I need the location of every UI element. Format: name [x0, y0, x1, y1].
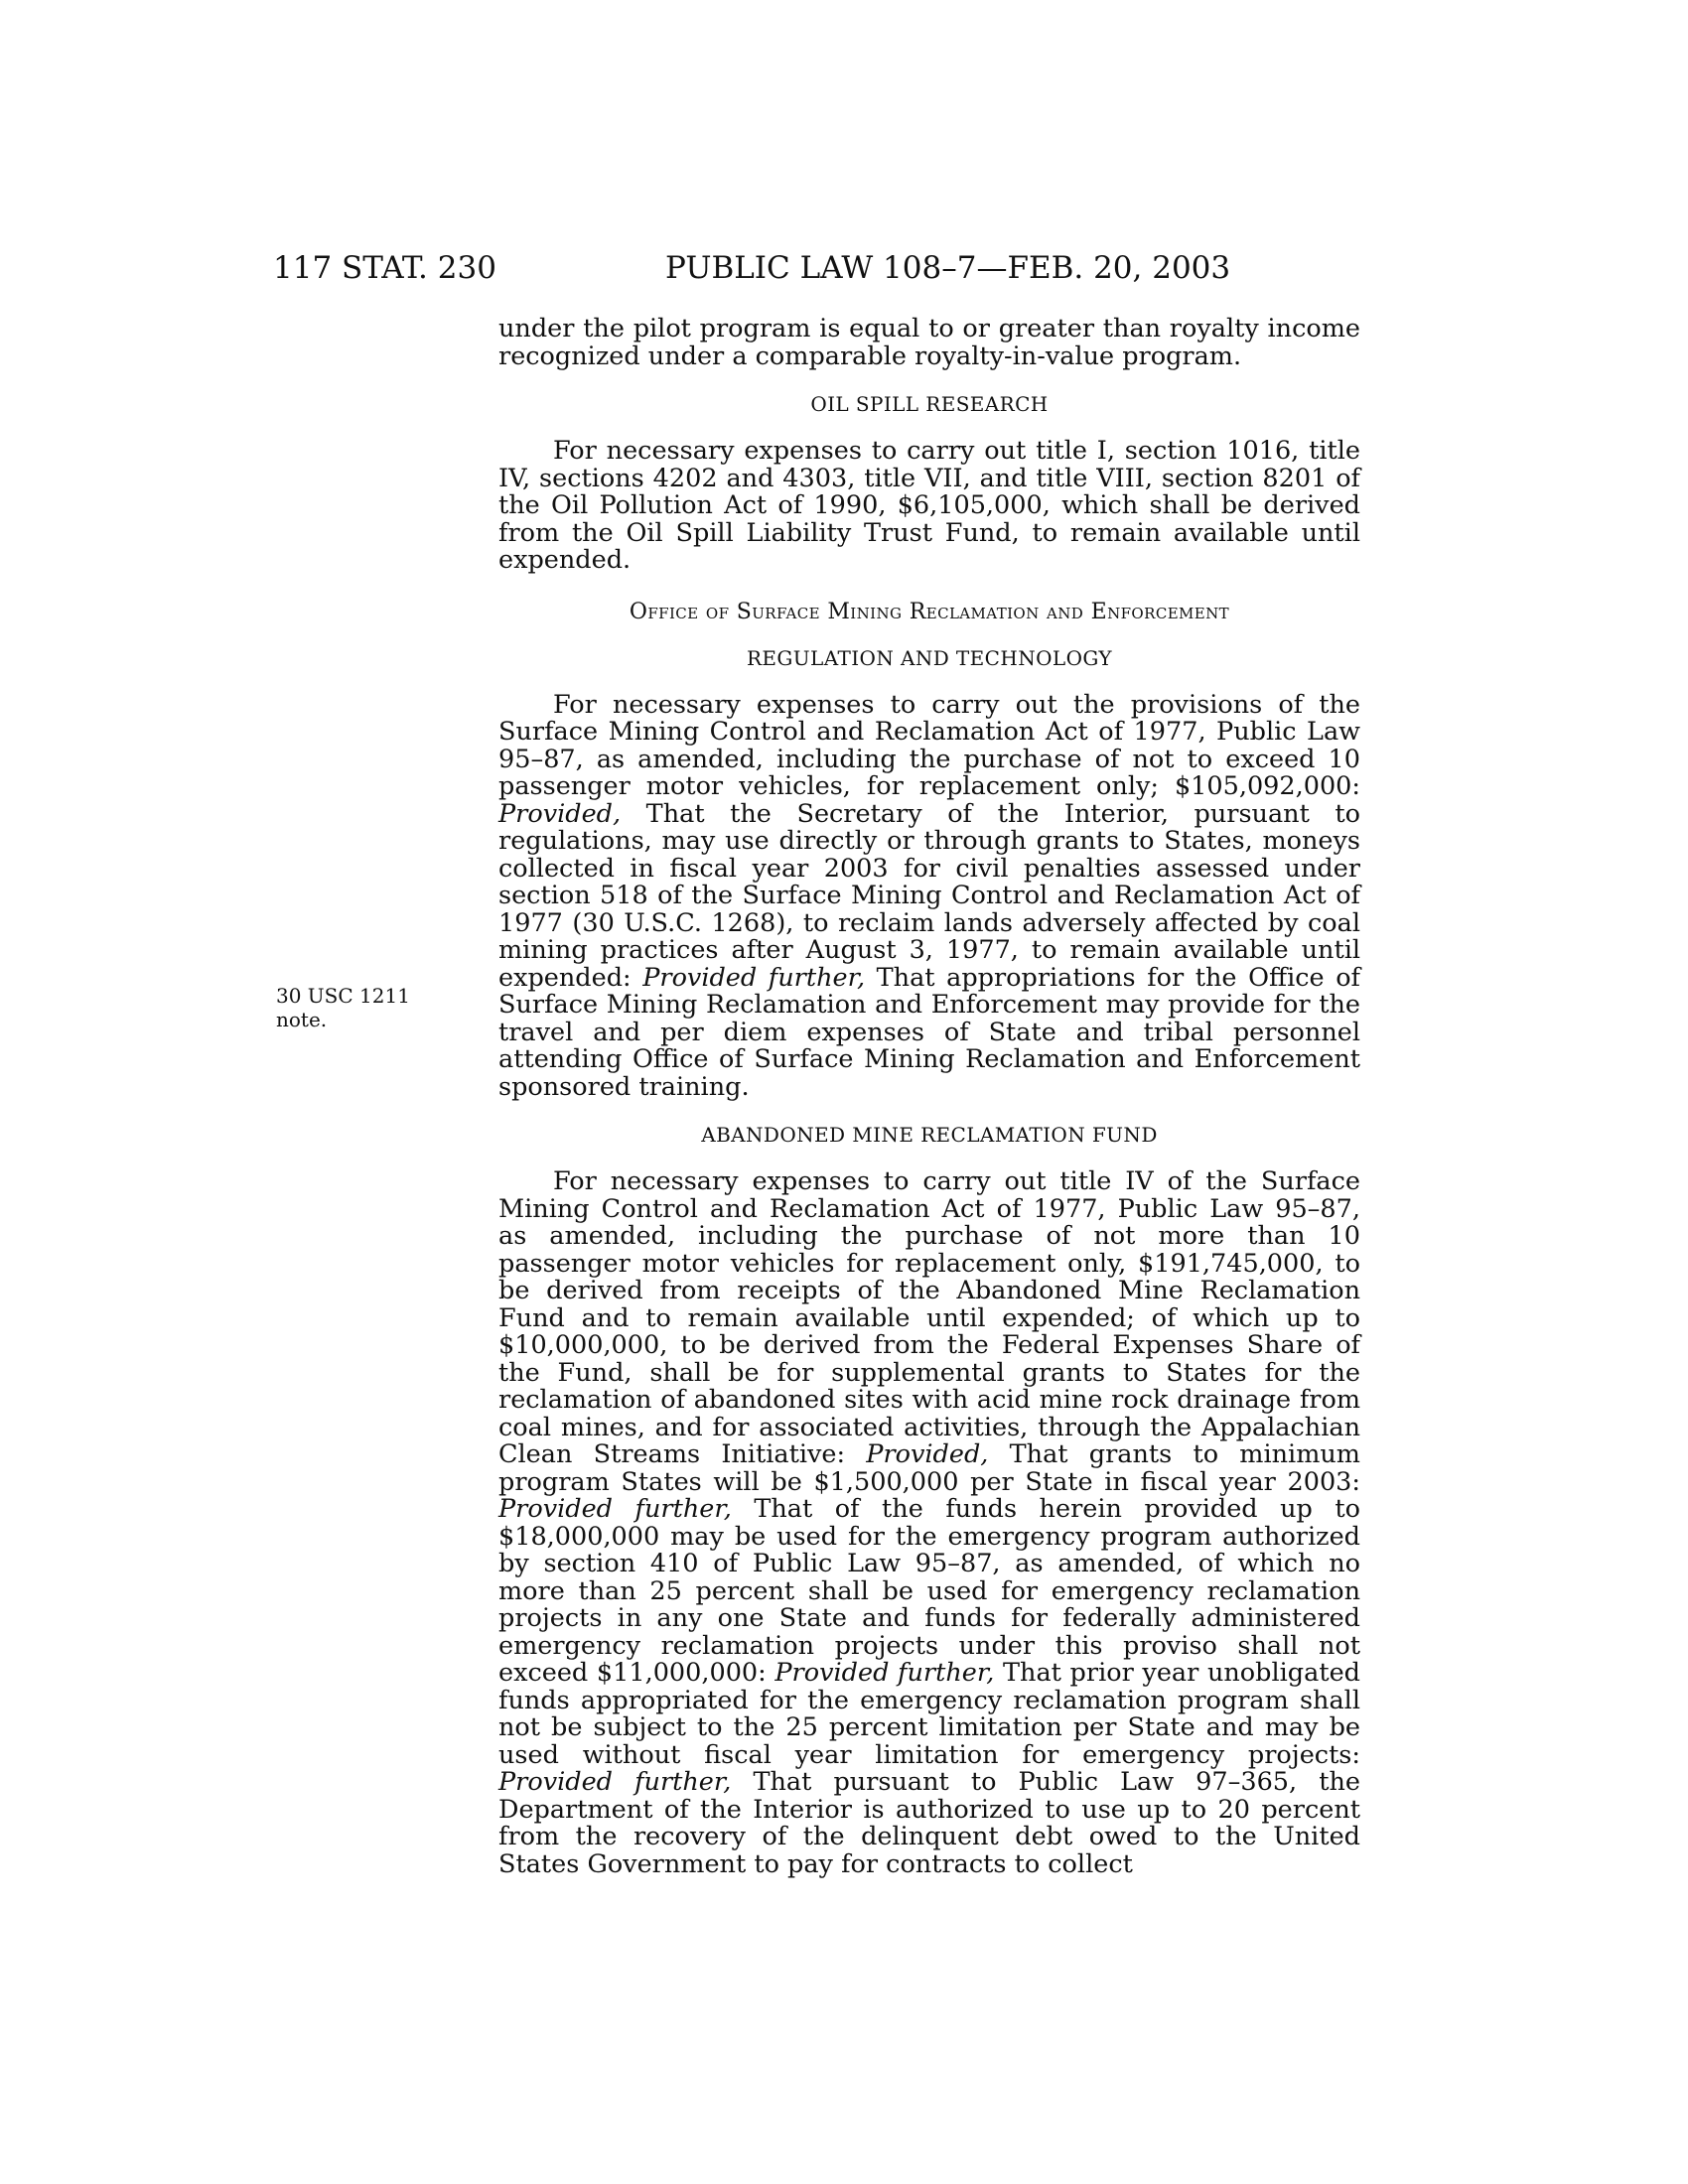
- oil-spill-paragraph: For necessary expenses to carry out title I, section 1016, title IV, sections 4202 and 4303, title VII, and title VIII, section 8201 of the Oil Pollution Act of 1990, $6,105,000, which shall be derived from the Oil Spill Liability Trust Fund, to remain available until expended.: [498, 436, 1360, 575]
- proviso-italic: Provided,: [866, 1439, 989, 1469]
- margin-note: [276, 984, 425, 1031]
- section-heading-regulation: REGULATION AND TECHNOLOGY: [746, 645, 1113, 670]
- intro-paragraph: under the pilot program is equal to or greater than royalty income recognized under a comparable royalty-in-value program.: [498, 314, 1360, 371]
- proviso-italic: Provided further,: [642, 962, 866, 993]
- body-text: [498, 316, 1360, 1878]
- margin-note-citation: 30 USC 1211: [276, 984, 410, 1008]
- regulation-text-3: That appropriations for the Office of Surface Mining Reclamation and Enforcement may provide for the travel and per diem expenses of State and tribal personnel attending Office of Surface Mining Reclamation and Enforcement sponsored training.: [498, 962, 1360, 1102]
- abandoned-text-3: That of the funds herein provided up to $18,000,000 may be used for the emergency program authorized by section 410 of Public Law 95–87, as amended, of which no more than 25 percent shall be used for emergency reclamation projects in any one State and funds for federally administered emergency reclamation projects under this proviso shall not exceed $11,000,000:: [498, 1494, 1360, 1688]
- regulation-text-2: That the Secretary of the Interior, pursuant to regulations, may use directly or through grants to States, moneys collected in fiscal year 2003 for civil penalties assessed under section 518 of the Surface Mining Control and Reclamation Act of 1977 (30 U.S.C. 1268), to reclaim lands adversely affected by coal mining practices after August 3, 1977, to remain available until expended:: [498, 798, 1360, 993]
- abandoned-mine-paragraph: [498, 1168, 1360, 1878]
- abandoned-text-2: That grants to minimum program States will be $1,500,000 per State in fiscal year 2003:: [498, 1439, 1360, 1497]
- proviso-italic: Provided further,: [498, 1494, 732, 1524]
- agency-heading: Office of Surface Mining Reclamation and Enforcement: [629, 599, 1230, 624]
- abandoned-text-4: That prior year unobligated funds appropriated for the emergency reclamation program shall not be subject to the 25 percent limitation per State and may be used without fiscal year limitation for emergency projects:: [498, 1658, 1360, 1770]
- margin-note-suffix: note.: [276, 1008, 328, 1031]
- section-heading-abandoned-mine: ABANDONED MINE RECLAMATION FUND: [701, 1123, 1158, 1147]
- regulation-paragraph: [498, 689, 1360, 1102]
- page-title: PUBLIC LAW 108–7—FEB. 20, 2003: [665, 250, 1231, 286]
- regulation-text-1: For necessary expenses to carry out the provisions of the Surface Mining Control and Reclamation Act of 1977, Public Law 95–87, as amended, including the purchase of not to exceed 10 passenger motor vehicles, for replacement only; $105,092,000:: [498, 689, 1360, 801]
- abandoned-text-5: That pursuant to Public Law 97–365, the Department of the Interior is authorized to use up to 20 percent from the recovery of the delinquent debt owed to the United States Government to pay for contracts to collect: [498, 1767, 1360, 1879]
- proviso-italic: Provided further,: [498, 1767, 732, 1797]
- section-heading-oil-spill: OIL SPILL RESEARCH: [810, 392, 1049, 416]
- abandoned-text-1: For necessary expenses to carry out title IV of the Surface Mining Control and Reclamation Act of 1977, Public Law 95–87, as amended, including the purchase of not more than 10 passenger motor vehicles for replacement only, $191,745,000, to be derived from receipts of the Abandoned Mine Reclamation Fund and to remain available until expended; of which up to $10,000,000, to be derived from the Federal Expenses Share of the Fund, shall be for supplemental grants to States for the reclamation of abandoned sites with acid mine rock drainage from coal mines, and for associated activities, through the Appalachian Clean Streams Initiative:: [498, 1166, 1360, 1469]
- running-head: [0, 248, 1688, 288]
- page-reference: 117 STAT. 230: [273, 250, 496, 286]
- proviso-italic: Provided further,: [774, 1658, 995, 1688]
- proviso-italic: Provided,: [498, 798, 622, 829]
